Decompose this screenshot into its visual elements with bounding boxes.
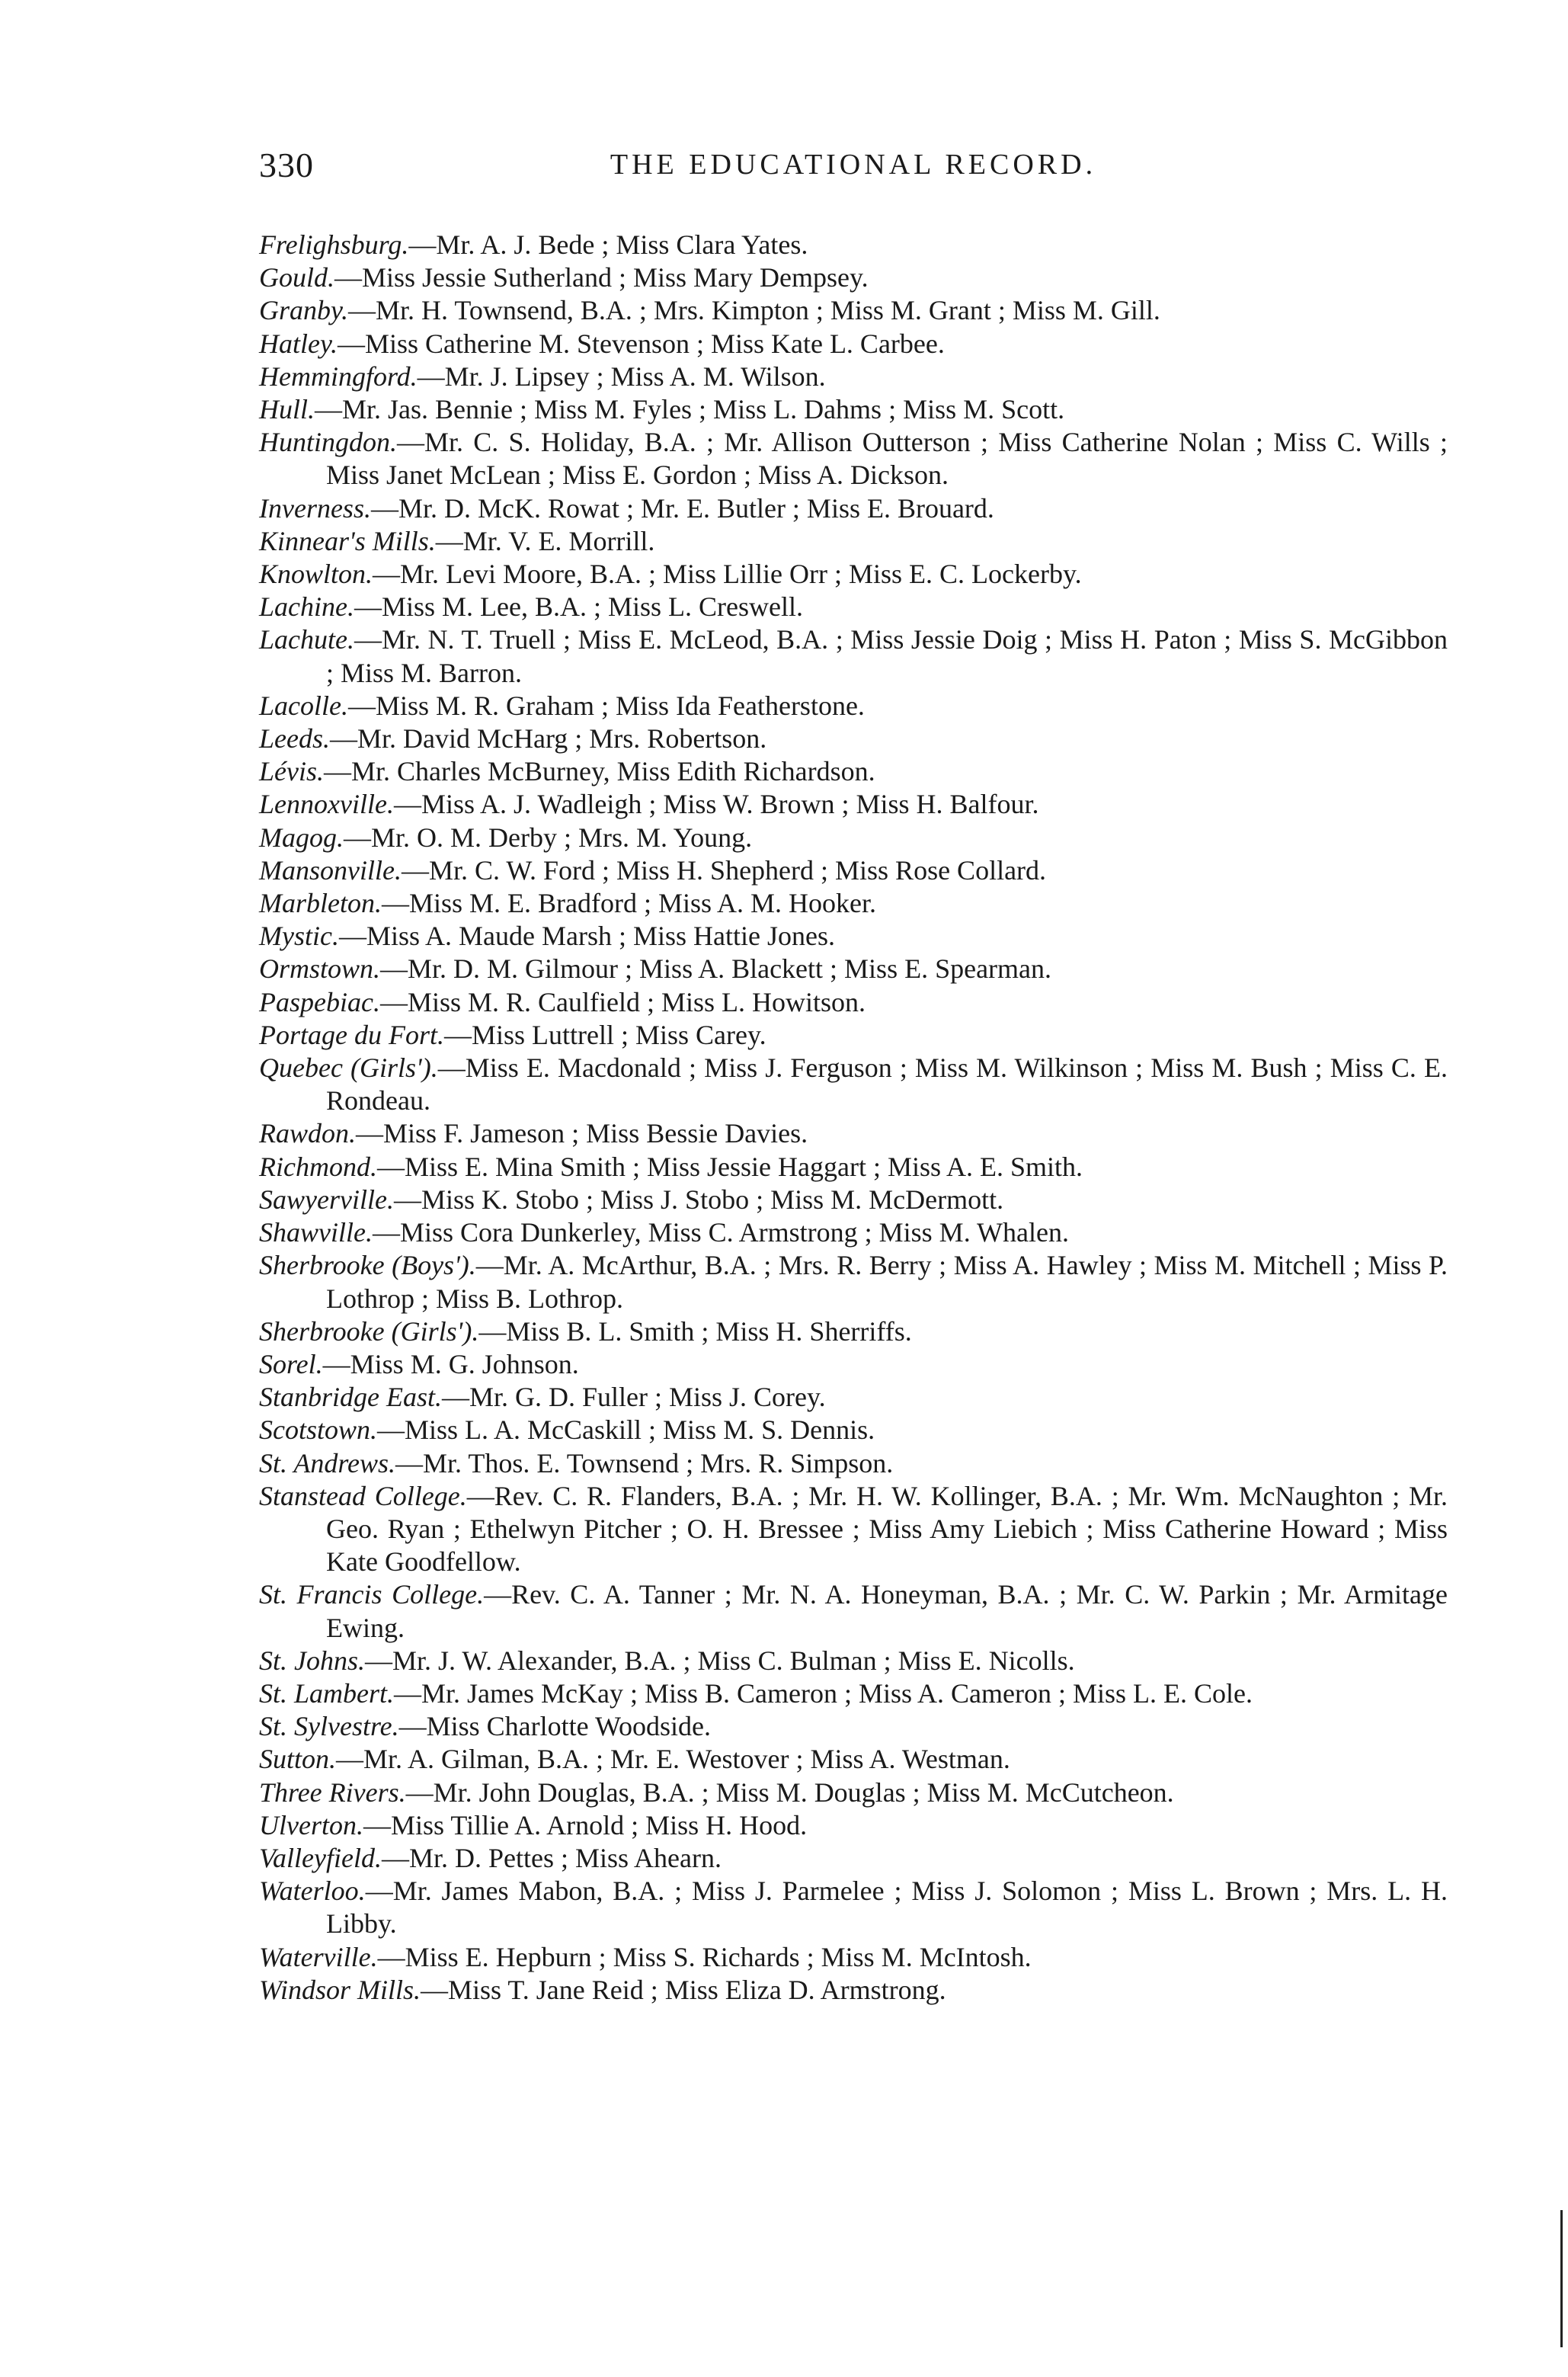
place-name: St. Lambert. xyxy=(259,1677,395,1709)
staff-names: —Miss Catherine M. Stevenson ; Miss Kate L. Carbee. xyxy=(337,328,945,359)
place-name: Stanbridge East. xyxy=(259,1382,442,1413)
list-item xyxy=(259,1117,1448,1150)
staff-names: —Miss Tillie A. Arnold ; Miss H. Hood. xyxy=(363,1809,808,1840)
staff-names: —Miss A. Maude Marsh ; Miss Hattie Jones. xyxy=(338,921,835,952)
staff-names: —Miss A. J. Wadleigh ; Miss W. Brown ; Miss H. Balfour. xyxy=(393,789,1039,820)
place-name: Kinnear's Mills. xyxy=(259,525,436,556)
place-name: Sorel. xyxy=(259,1348,323,1379)
staff-names: —Mr. Charles McBurney, Miss Edith Richardson. xyxy=(324,756,875,787)
staff-names: —Mr. J. W. Alexander, B.A. ; Miss C. Bulman ; Miss E. Nicolls. xyxy=(365,1645,1075,1676)
staff-names: —Miss L. A. McCaskill ; Miss M. S. Dennis. xyxy=(377,1414,875,1446)
staff-names: —Miss B. L. Smith ; Miss H. Sherriffs. xyxy=(478,1315,912,1347)
list-item xyxy=(259,822,1448,854)
staff-names: —Miss K. Stobo ; Miss J. Stobo ; Miss M. McDermott. xyxy=(393,1184,1004,1215)
list-item xyxy=(259,1249,1448,1315)
place-name: Leeds. xyxy=(259,723,330,754)
staff-names: —Miss Cora Dunkerley, Miss C. Armstrong ; Miss M. Whalen. xyxy=(372,1217,1069,1248)
place-name: Waterville. xyxy=(259,1941,378,1972)
staff-names: —Mr. H. Townsend, B.A. ; Mrs. Kimpton ; Miss M. Grant ; Miss M. Gill. xyxy=(348,295,1160,326)
place-name: Hemmingford. xyxy=(259,360,418,392)
list-item xyxy=(259,1578,1448,1644)
list-item xyxy=(259,591,1448,623)
staff-names: —Mr. David McHarg ; Mrs. Robertson. xyxy=(330,723,767,754)
staff-names: —Mr. J. Lipsey ; Miss A. M. Wilson. xyxy=(417,360,826,392)
place-name: Hull. xyxy=(259,394,315,425)
list-item xyxy=(259,1315,1448,1348)
place-name: St. Francis College. xyxy=(259,1579,485,1610)
list-item xyxy=(259,1710,1448,1743)
page-number: 330 xyxy=(259,146,314,184)
list-item xyxy=(259,1974,1448,2007)
staff-list xyxy=(259,229,1448,2007)
place-name: Stanstead College. xyxy=(259,1480,467,1511)
list-item xyxy=(259,887,1448,920)
staff-names: —Mr. Levi Moore, B.A. ; Miss Lillie Orr ; Miss E. C. Lockerby. xyxy=(373,559,1082,590)
list-item xyxy=(259,261,1448,294)
place-name: Huntingdon. xyxy=(259,427,398,458)
staff-names: —Mr. G. D. Fuller ; Miss J. Corey. xyxy=(442,1382,826,1413)
place-name: Ulverton. xyxy=(259,1809,363,1840)
place-name: Lachine. xyxy=(259,591,354,623)
list-item xyxy=(259,986,1448,1019)
place-name: Ormstown. xyxy=(259,953,381,985)
staff-names: —Miss Charlotte Woodside. xyxy=(398,1711,712,1742)
list-item xyxy=(259,1184,1448,1216)
staff-names: —Mr. A. McArthur, B.A. ; Mrs. R. Berry ; Miss A. Hawley ; Miss M. Mitchell ; Miss P. Lothrop ; Miss B. Lothrop. xyxy=(326,1250,1448,1314)
place-name: Sherbrooke (Girls'). xyxy=(259,1315,479,1347)
staff-names: —Mr. O. M. Derby ; Mrs. M. Young. xyxy=(344,822,753,853)
staff-names: —Mr. D. M. Gilmour ; Miss A. Blackett ; Miss E. Spearman. xyxy=(380,953,1052,985)
place-name: Hatley. xyxy=(259,328,338,359)
staff-names: —Miss M. E. Bradford ; Miss A. M. Hooker. xyxy=(381,888,877,919)
place-name: Lachute. xyxy=(259,624,354,655)
staff-names: —Miss M. G. Johnson. xyxy=(322,1348,579,1379)
page-header xyxy=(259,145,1448,191)
staff-names: —Mr. Thos. E. Townsend ; Mrs. R. Simpson. xyxy=(395,1447,894,1478)
place-name: Sherbrooke (Boys'). xyxy=(259,1250,476,1281)
list-item xyxy=(259,393,1448,426)
place-name: Waterloo. xyxy=(259,1876,366,1907)
place-name: Shawville. xyxy=(259,1217,373,1248)
list-item xyxy=(259,525,1448,558)
margin-rule xyxy=(1560,2210,1563,2347)
staff-names: —Mr. James McKay ; Miss B. Cameron ; Miss A. Cameron ; Miss L. E. Cole. xyxy=(394,1677,1253,1709)
place-name: Lacolle. xyxy=(259,690,348,721)
list-item xyxy=(259,1348,1448,1381)
staff-names: —Mr. C. W. Ford ; Miss H. Shepherd ; Miss Rose Collard. xyxy=(401,854,1047,886)
list-item xyxy=(259,558,1448,591)
place-name: Lévis. xyxy=(259,756,324,787)
place-name: St. Johns. xyxy=(259,1645,365,1676)
staff-names: —Miss M. R. Caulfield ; Miss L. Howitson. xyxy=(379,986,866,1017)
list-item xyxy=(259,722,1448,755)
place-name: Granby. xyxy=(259,295,348,326)
place-name: Rawdon. xyxy=(259,1118,357,1149)
list-item xyxy=(259,1151,1448,1184)
staff-names: —Mr. C. S. Holiday, B.A. ; Mr. Allison Outterson ; Miss Catherine Nolan ; Miss C. Wills ; Miss Janet McLean ; Miss E. Gordon ; Miss A. Dickson. xyxy=(326,427,1448,491)
staff-names: —Mr. D. McK. Rowat ; Mr. E. Butler ; Miss E. Brouard. xyxy=(370,492,994,524)
list-item xyxy=(259,953,1448,985)
list-item xyxy=(259,854,1448,887)
place-name: Quebec (Girls'). xyxy=(259,1052,438,1084)
place-name: Magog. xyxy=(259,822,344,853)
place-name: Knowlton. xyxy=(259,559,373,590)
list-item xyxy=(259,623,1448,689)
list-item xyxy=(259,1776,1448,1809)
place-name: Mystic. xyxy=(259,921,339,952)
place-name: Lennoxville. xyxy=(259,789,394,820)
staff-names: —Mr. A. Gilman, B.A. ; Mr. E. Westover ; Miss A. Westman. xyxy=(336,1744,1010,1775)
staff-names: —Miss Luttrell ; Miss Carey. xyxy=(443,1019,766,1050)
staff-names: —Mr. V. E. Morrill. xyxy=(435,525,655,556)
list-item xyxy=(259,1809,1448,1842)
list-item xyxy=(259,1875,1448,1940)
list-item xyxy=(259,788,1448,821)
list-item xyxy=(259,492,1448,525)
list-item xyxy=(259,1019,1448,1052)
place-name: Marbleton. xyxy=(259,888,382,919)
staff-names: —Miss T. Jane Reid ; Miss Eliza D. Armstrong. xyxy=(421,1974,946,2005)
list-item xyxy=(259,1941,1448,1974)
place-name: Richmond. xyxy=(259,1151,377,1182)
staff-names: —Miss E. Mina Smith ; Miss Jessie Haggart ; Miss A. E. Smith. xyxy=(376,1151,1083,1182)
staff-names: —Mr. D. Pettes ; Miss Ahearn. xyxy=(381,1842,722,1873)
list-item xyxy=(259,1480,1448,1579)
staff-names: —Mr. A. J. Bede ; Miss Clara Yates. xyxy=(408,229,808,260)
staff-names: —Mr. James Mabon, B.A. ; Miss J. Parmelee ; Miss J. Solomon ; Miss L. Brown ; Mrs. L. H. Libby. xyxy=(326,1876,1448,1940)
place-name: Paspebiac. xyxy=(259,986,380,1017)
list-item xyxy=(259,755,1448,788)
place-name: Gould. xyxy=(259,262,334,293)
place-name: Mansonville. xyxy=(259,854,402,886)
list-item xyxy=(259,1645,1448,1677)
list-item xyxy=(259,1743,1448,1776)
list-item xyxy=(259,1842,1448,1875)
list-item xyxy=(259,360,1448,393)
list-item xyxy=(259,328,1448,360)
staff-names: —Miss M. R. Graham ; Miss Ida Featherstone. xyxy=(347,690,865,721)
place-name: Three Rivers. xyxy=(259,1776,406,1808)
list-item xyxy=(259,294,1448,327)
list-item xyxy=(259,1447,1448,1480)
place-name: Valleyfield. xyxy=(259,1842,382,1873)
list-item xyxy=(259,1052,1448,1117)
list-item xyxy=(259,1216,1448,1249)
place-name: Frelighsburg. xyxy=(259,229,409,260)
list-item xyxy=(259,1677,1448,1710)
staff-names: —Mr. Jas. Bennie ; Miss M. Fyles ; Miss L. Dahms ; Miss M. Scott. xyxy=(315,394,1065,425)
staff-names: —Miss M. Lee, B.A. ; Miss L. Creswell. xyxy=(354,591,803,623)
list-item xyxy=(259,426,1448,492)
staff-names: —Miss F. Jameson ; Miss Bessie Davies. xyxy=(356,1118,808,1149)
list-item xyxy=(259,690,1448,722)
running-title: THE EDUCATIONAL RECORD. xyxy=(610,149,1097,181)
staff-names: —Miss E. Macdonald ; Miss J. Ferguson ; Miss M. Wilkinson ; Miss M. Bush ; Miss C. E. Rondeau. xyxy=(326,1052,1448,1116)
place-name: Scotstown. xyxy=(259,1414,378,1446)
list-item xyxy=(259,1381,1448,1414)
place-name: St. Sylvestre. xyxy=(259,1711,399,1742)
list-item xyxy=(259,920,1448,953)
staff-names: —Rev. C. R. Flanders, B.A. ; Mr. H. W. Kollinger, B.A. ; Mr. Wm. McNaughton ; Mr. Geo. Ryan ; Ethelwyn Pitcher ; O. H. Bressee ; Miss Amy Liebich ; Miss Catherine Howard ; Miss Kate Goodfellow. xyxy=(326,1480,1448,1578)
place-name: Sawyerville. xyxy=(259,1184,394,1215)
staff-names: —Mr. John Douglas, B.A. ; Miss M. Douglas ; Miss M. McCutcheon. xyxy=(405,1776,1174,1808)
staff-names: —Miss E. Hepburn ; Miss S. Richards ; Miss M. McIntosh. xyxy=(377,1941,1032,1972)
staff-names: —Mr. N. T. Truell ; Miss E. McLeod, B.A. ; Miss Jessie Doig ; Miss H. Paton ; Miss S. McGibbon ; Miss M. Barron. xyxy=(326,624,1448,688)
staff-names: —Rev. C. A. Tanner ; Mr. N. A. Honeyman, B.A. ; Mr. C. W. Parkin ; Mr. Armitage Ewing. xyxy=(326,1579,1448,1643)
staff-names: —Miss Jessie Sutherland ; Miss Mary Dempsey. xyxy=(334,262,869,293)
list-item xyxy=(259,229,1448,261)
place-name: Portage du Fort. xyxy=(259,1019,444,1050)
place-name: St. Andrews. xyxy=(259,1447,396,1478)
list-item xyxy=(259,1414,1448,1446)
place-name: Sutton. xyxy=(259,1744,337,1775)
place-name: Windsor Mills. xyxy=(259,1974,421,2005)
place-name: Inverness. xyxy=(259,492,371,524)
